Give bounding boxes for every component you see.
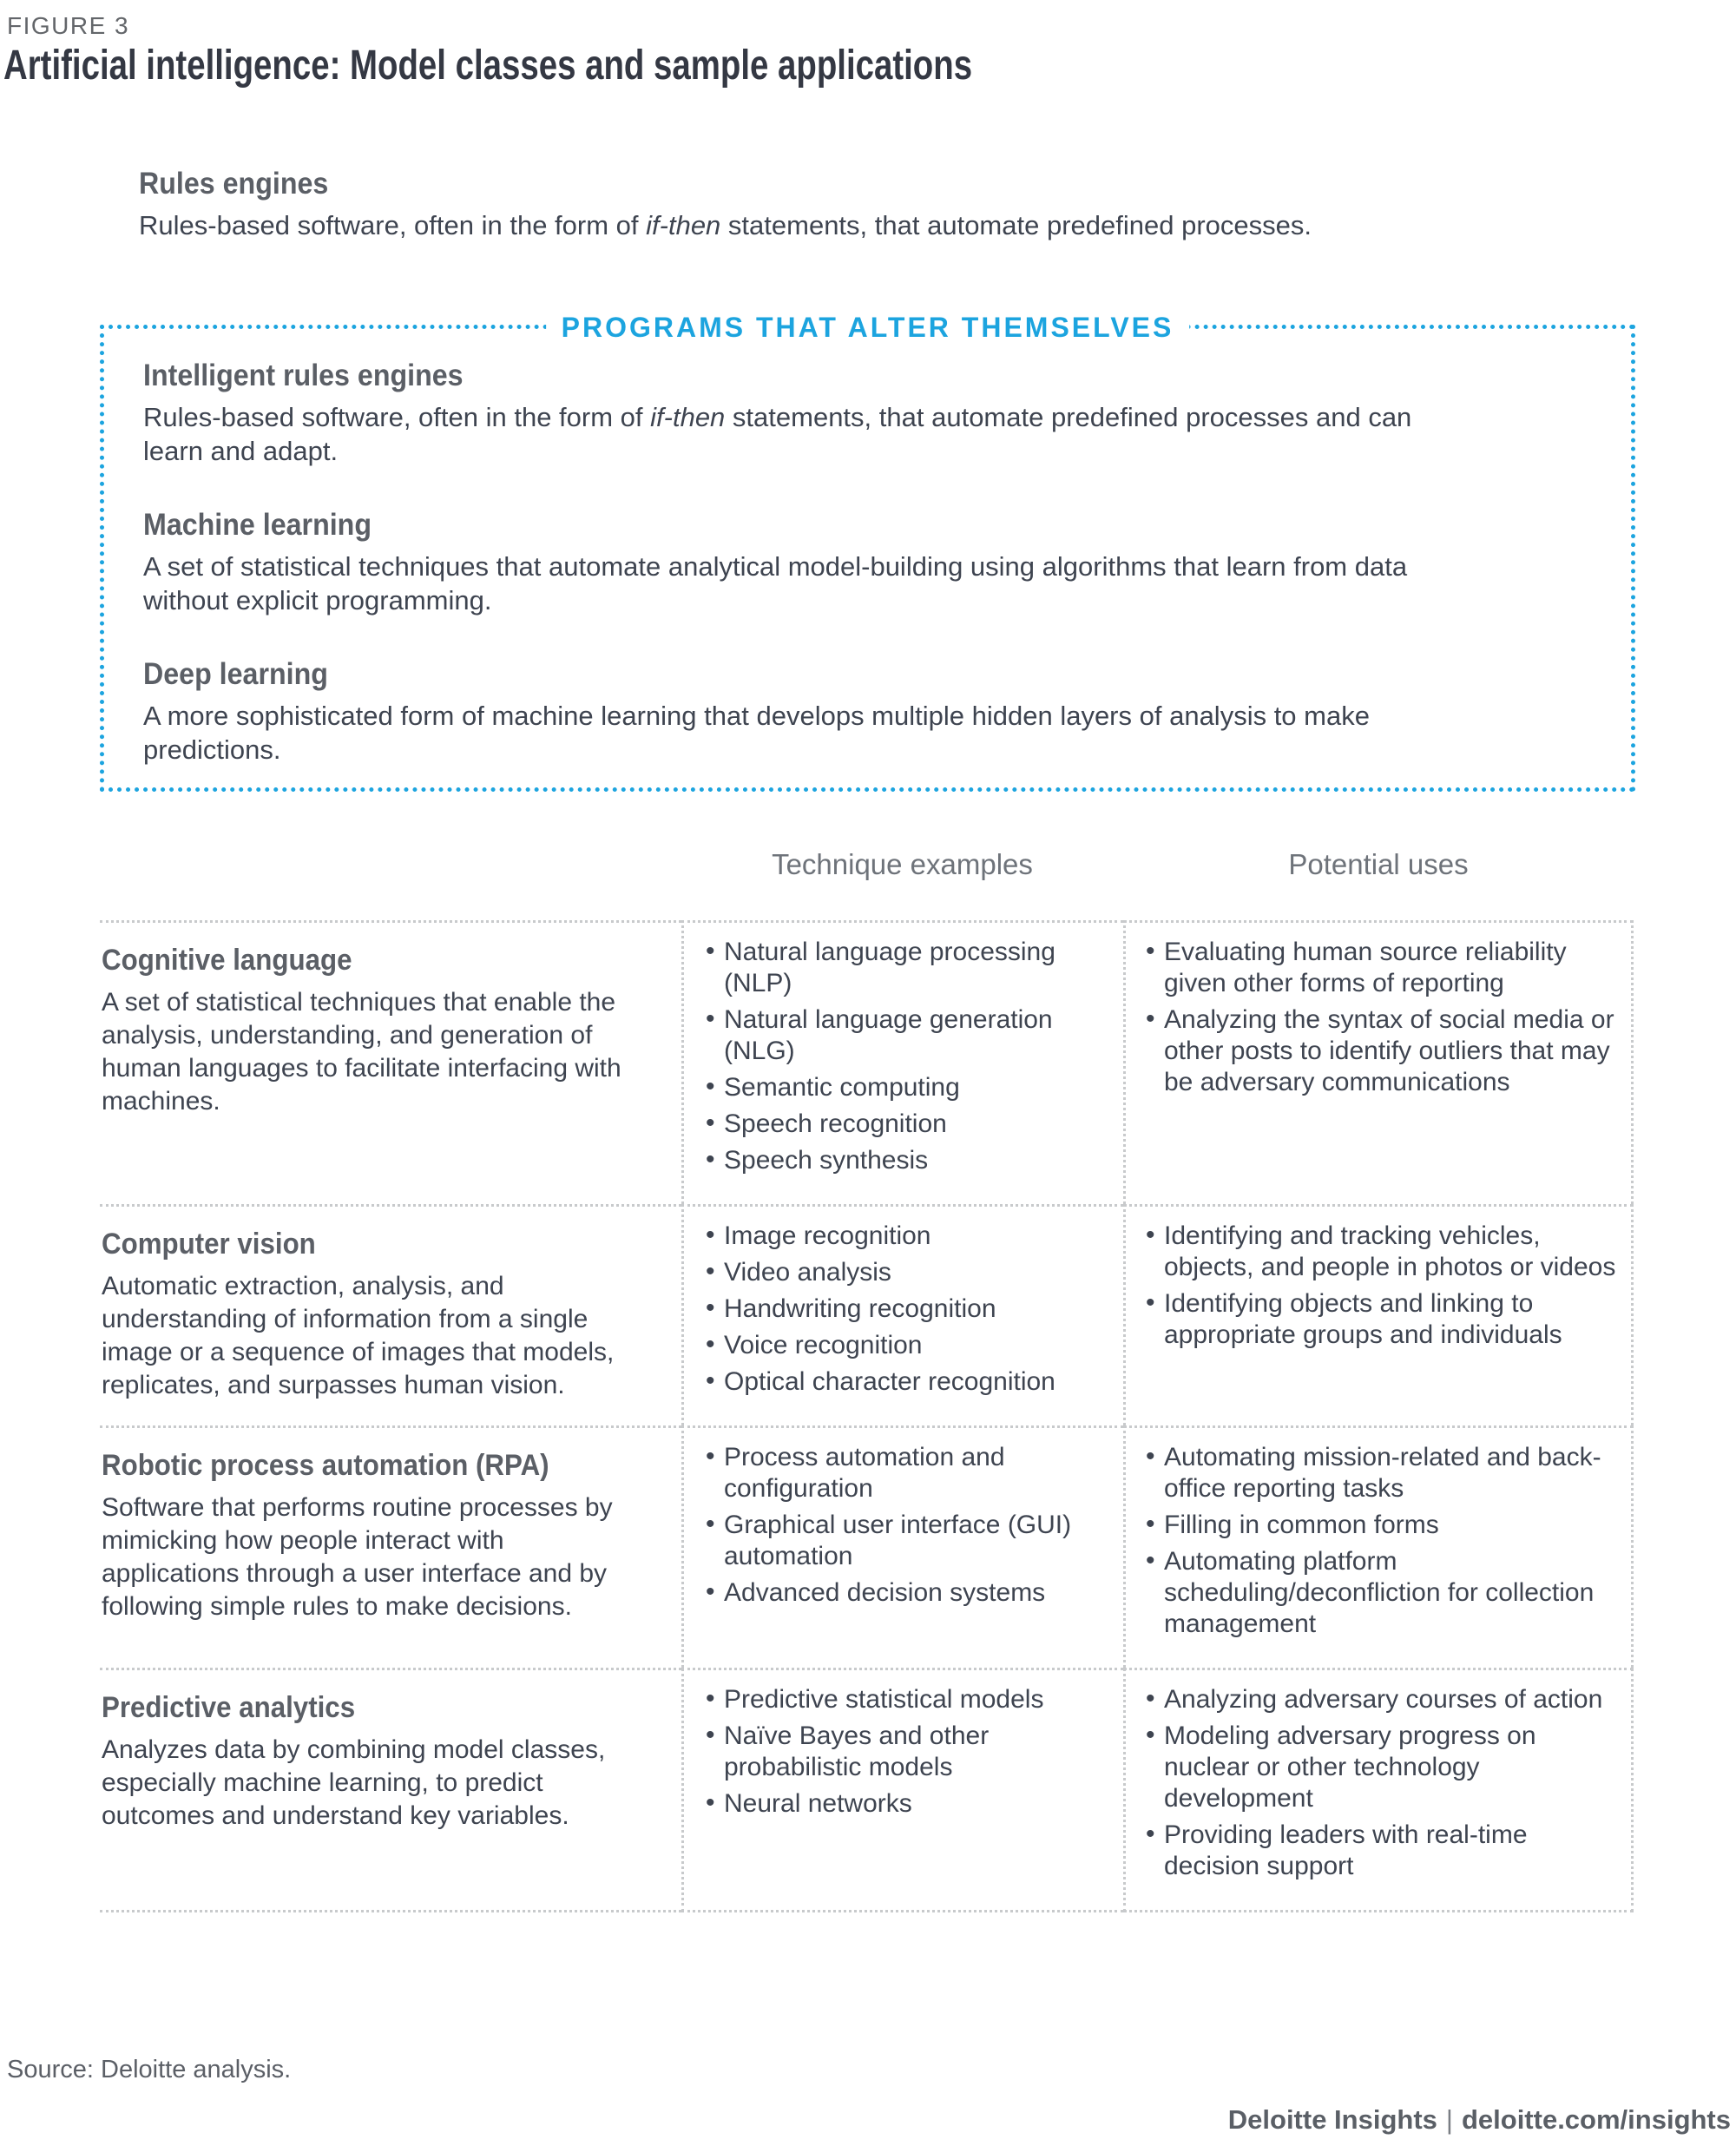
potential-uses-cell xyxy=(1123,1668,1634,1912)
technique-item: • Graphical user interface (GUI) automation xyxy=(703,1510,1115,1572)
use-item: • Filling in common forms xyxy=(1143,1510,1626,1541)
technique-item: • Voice recognition xyxy=(703,1330,1115,1361)
row-heading: Cognitive language xyxy=(102,944,352,977)
col-header-technique-examples: Technique examples xyxy=(772,848,1033,880)
table-column-headers xyxy=(100,847,1634,882)
row-name-cell xyxy=(100,1668,681,1912)
figure-label: FIGURE 3 xyxy=(7,12,130,39)
row-description: Analyzes data by combining model classes, especially machine learning, to predict outcomes and understand key variables. xyxy=(102,1735,606,1830)
use-item: • Automating platform scheduling/deconfliction for collection management xyxy=(1143,1546,1626,1640)
technique-item: • Handwriting recognition xyxy=(703,1294,1115,1325)
model-classes-table xyxy=(100,920,1634,1912)
use-item: • Analyzing the syntax of social media or other posts to identify outliers that may be adversary communications xyxy=(1143,1004,1626,1098)
uses-list xyxy=(1143,1684,1626,1882)
section-description: A more sophisticated form of machine learning that develops multiple hidden layers of analysis to make predictions. xyxy=(143,701,1370,765)
row-description: Automatic extraction, analysis, and understanding of information from a single image or a sequence of images that models, replicates, and surpasses human vision. xyxy=(102,1272,615,1399)
potential-uses-cell xyxy=(1123,1204,1634,1425)
model-class-section xyxy=(143,508,1592,617)
table-row xyxy=(100,1668,1634,1912)
technique-item: • Neural networks xyxy=(703,1788,1115,1820)
section-heading: Machine learning xyxy=(143,508,372,542)
technique-item: • Natural language generation (NLG) xyxy=(703,1004,1115,1067)
technique-item: • Predictive statistical models xyxy=(703,1684,1115,1715)
technique-item: • Image recognition xyxy=(703,1221,1115,1252)
row-description: A set of statistical techniques that enable the analysis, understanding, and generation of human languages to facilitate interfacing with machines. xyxy=(102,988,621,1116)
uses-list xyxy=(1143,1442,1626,1640)
technique-item: • Speech synthesis xyxy=(703,1145,1115,1176)
technique-list xyxy=(703,1684,1115,1820)
uses-list xyxy=(1143,937,1626,1098)
use-item: • Automating mission-related and back-office reporting tasks xyxy=(1143,1442,1626,1504)
box-sections xyxy=(143,359,1592,767)
technique-examples-cell xyxy=(681,1668,1123,1912)
programs-that-alter-themselves-box xyxy=(100,312,1635,792)
model-class-section xyxy=(143,359,1592,468)
section-description: A set of statistical techniques that automate analytical model-building using algorithms that learn from data without explicit programming. xyxy=(143,551,1408,615)
rules-engines-section xyxy=(139,167,1493,242)
box-label: PROGRAMS THAT ALTER THEMSELVES xyxy=(546,306,1190,348)
use-item: • Modeling adversary progress on nuclear or other technology development xyxy=(1143,1721,1626,1814)
use-item: • Identifying objects and linking to appropriate groups and individuals xyxy=(1143,1288,1626,1351)
row-name-cell xyxy=(100,920,681,1204)
footer-separator: | xyxy=(1445,2104,1453,2135)
technique-examples-cell xyxy=(681,1425,1123,1668)
technique-list xyxy=(703,937,1115,1176)
technique-item: • Natural language processing (NLP) xyxy=(703,937,1115,999)
footer-site-url: deloitte.com/insights xyxy=(1461,2104,1731,2135)
deloitte-insights-label: Deloitte Insights xyxy=(1227,2104,1437,2135)
technique-item: • Naïve Bayes and other probabilistic models xyxy=(703,1721,1115,1783)
technique-item: • Process automation and configuration xyxy=(703,1442,1115,1504)
table-row xyxy=(100,1425,1634,1668)
use-item: • Providing leaders with real-time decision support xyxy=(1143,1820,1626,1882)
row-heading: Computer vision xyxy=(102,1228,316,1261)
model-class-section xyxy=(143,657,1592,767)
row-heading: Predictive analytics xyxy=(102,1691,356,1724)
section-heading: Deep learning xyxy=(143,657,328,691)
technique-item: • Speech recognition xyxy=(703,1109,1115,1140)
footer-brand-line xyxy=(1228,2104,1731,2136)
col-header-empty xyxy=(100,847,681,882)
row-name-cell xyxy=(100,1204,681,1425)
row-description: Software that performs routine processes by mimicking how people interact with applications through a user interface and by following simple rules to make decisions. xyxy=(102,1493,613,1621)
technique-list xyxy=(703,1442,1115,1609)
source-note: Source: Deloitte analysis. xyxy=(7,2056,292,2083)
row-name-cell xyxy=(100,1425,681,1668)
technique-examples-cell xyxy=(681,920,1123,1204)
technique-item: • Video analysis xyxy=(703,1257,1115,1288)
technique-item: • Optical character recognition xyxy=(703,1366,1115,1398)
potential-uses-cell xyxy=(1123,1425,1634,1668)
use-item: • Identifying and tracking vehicles, objects, and people in photos or videos xyxy=(1143,1221,1626,1283)
section-description: Rules-based software, often in the form of if-then statements, that automate predefined processes. xyxy=(139,210,1312,240)
use-item: • Analyzing adversary courses of action xyxy=(1143,1684,1626,1715)
uses-list xyxy=(1143,1221,1626,1351)
section-heading: Intelligent rules engines xyxy=(143,359,464,392)
section-description: Rules-based software, often in the form of if-then statements, that automate predefined processes and can learn and adapt. xyxy=(143,402,1412,466)
table-row xyxy=(100,1204,1634,1425)
use-item: • Evaluating human source reliability given other forms of reporting xyxy=(1143,937,1626,999)
col-header-potential-uses: Potential uses xyxy=(1288,848,1469,880)
technique-item: • Semantic computing xyxy=(703,1072,1115,1103)
technique-examples-cell xyxy=(681,1204,1123,1425)
technique-item: • Advanced decision systems xyxy=(703,1577,1115,1609)
row-heading: Robotic process automation (RPA) xyxy=(102,1449,549,1482)
section-heading: Rules engines xyxy=(139,167,329,201)
table-row xyxy=(100,920,1634,1204)
potential-uses-cell xyxy=(1123,920,1634,1204)
technique-list xyxy=(703,1221,1115,1398)
page-title: Artificial intelligence: Model classes and sample applications xyxy=(3,43,973,89)
